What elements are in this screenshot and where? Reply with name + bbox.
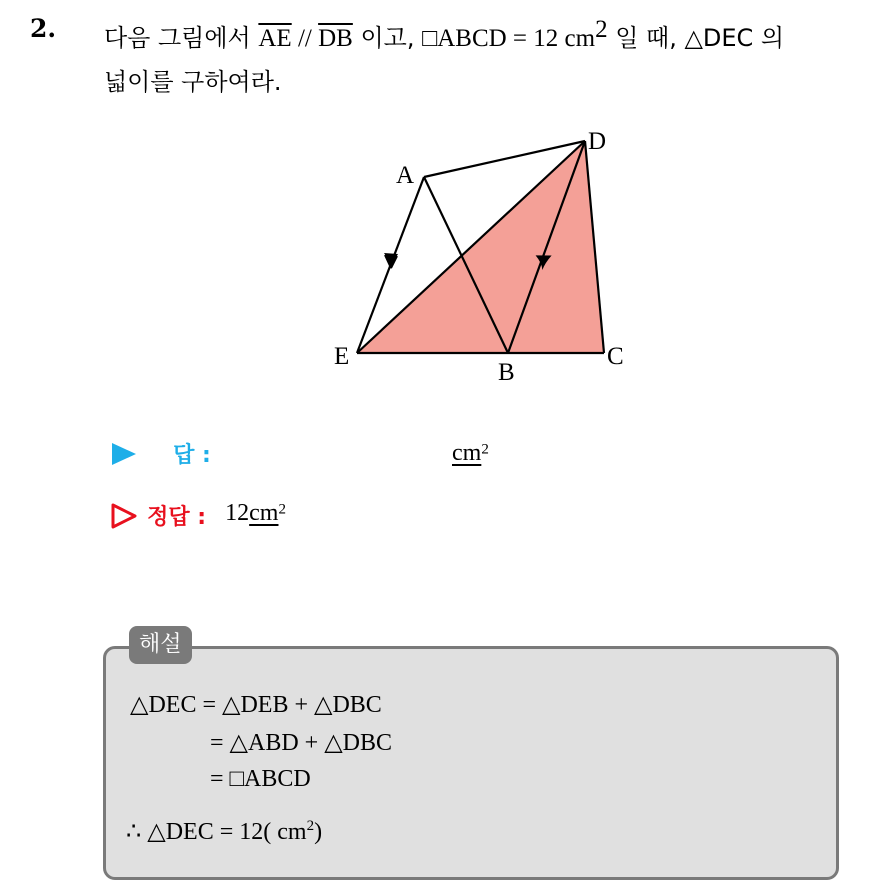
solution-line-3: = □ABCD: [210, 766, 311, 792]
question-text-mid: 이고,: [352, 24, 423, 52]
question-line-2: 넓이를 구하여라.: [104, 68, 282, 96]
outline-triangle-icon: [110, 502, 138, 530]
solution-line-2: = △ABD + △DBC: [210, 730, 393, 756]
question-text-post: 일 때, △DEC 의: [607, 24, 785, 52]
play-triangle-icon: [110, 441, 138, 467]
arrow-ae-head: [384, 253, 398, 269]
answer-label: 답 :: [173, 443, 211, 468]
geometry-figure: [320, 120, 650, 390]
solution-conclusion: ∴ △DEC = 12( cm: [126, 819, 307, 845]
correct-answer-row: [110, 500, 286, 531]
answer-unit: cm: [452, 440, 482, 466]
label-a: A: [396, 162, 415, 189]
label-b: B: [498, 359, 515, 386]
parallel-symbol: //: [291, 25, 319, 52]
question-line-1: [104, 16, 784, 53]
label-e: E: [334, 343, 350, 370]
given-area: □ABCD = 12 cm: [422, 25, 596, 52]
correct-value: 12: [225, 500, 250, 526]
solution-line-4: [126, 817, 322, 846]
segment-db: $\overline{DB}$: [318, 25, 353, 52]
solution-exponent: 2: [306, 818, 315, 834]
segment-ae: $\overline{AE}$: [258, 25, 292, 52]
label-c: C: [607, 343, 624, 370]
label-d: D: [588, 128, 607, 155]
solution-tag: 해설: [129, 626, 192, 664]
correct-exponent: 2: [278, 501, 286, 518]
given-exponent: 2: [595, 16, 608, 43]
correct-label: 정답 :: [147, 505, 207, 530]
triangle-dec-shaded: [357, 141, 604, 353]
solution-close-paren: ): [314, 819, 323, 845]
question-text-pre: 다음 그림에서: [104, 24, 259, 52]
question-number: 2.: [30, 14, 57, 43]
correct-unit: cm: [249, 500, 279, 526]
solution-line-1: △DEC = △DEB + △DBC: [130, 692, 382, 718]
answer-row: [110, 438, 211, 469]
answer-blank[interactable]: [452, 440, 489, 467]
answer-exponent: 2: [481, 441, 489, 458]
